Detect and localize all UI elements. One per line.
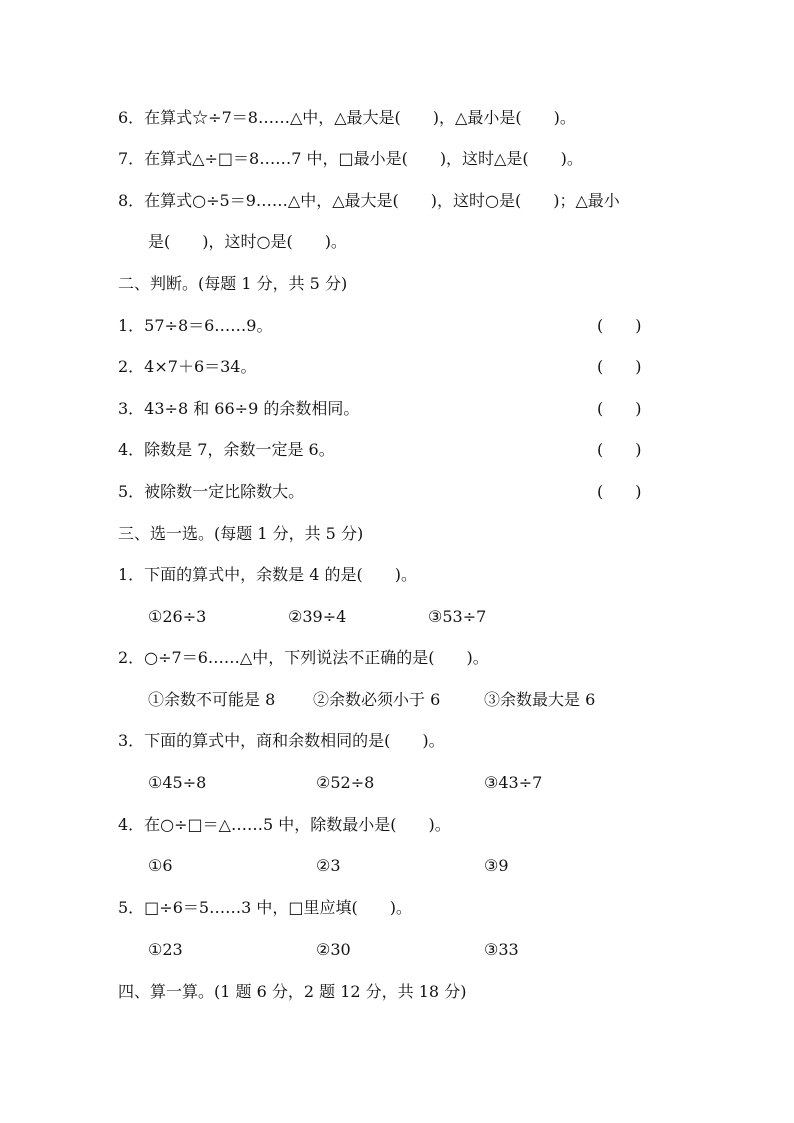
choice-2-option-a[interactable]: ①余数不可能是 8 — [148, 690, 276, 709]
section-2-title: 二、判断。(每题 1 分，共 5 分) — [118, 274, 348, 293]
fill-blank-item-6: 6．在算式☆÷7＝8……△中，△最大是( )，△最小是( )。 — [118, 108, 576, 127]
fill-blank-item-8: 8．在算式○÷5＝9……△中，△最大是( )，这时○是( )；△最小 — [118, 191, 620, 210]
choice-question-3: 3．下面的算式中，商和余数相同的是( )。 — [118, 731, 445, 750]
choice-1-option-c[interactable]: ③53÷7 — [428, 607, 487, 626]
choice-1-option-b[interactable]: ②39÷4 — [288, 607, 347, 626]
judge-answer-5[interactable]: ( ) — [597, 482, 642, 501]
choice-question-4: 4．在○÷□＝△……5 中，除数最小是( )。 — [118, 815, 451, 834]
choice-2-option-c[interactable]: ③余数最大是 6 — [484, 690, 596, 709]
judge-answer-2[interactable]: ( ) — [597, 357, 642, 376]
judge-item-5: 5．被除数一定比除数大。 — [118, 482, 305, 501]
judge-item-3: 3．43÷8 和 66÷9 的余数相同。 — [118, 399, 360, 418]
choice-2-option-b[interactable]: ②余数必须小于 6 — [313, 690, 441, 709]
fill-blank-item-7: 7．在算式△÷□＝8……7 中，□最小是( )，这时△是( )。 — [118, 149, 583, 168]
choice-5-option-b[interactable]: ②30 — [316, 940, 351, 959]
section-4-title: 四、算一算。(1 题 6 分，2 题 12 分，共 18 分) — [118, 982, 467, 1001]
choice-question-5: 5．□÷6＝5……3 中，□里应填( )。 — [118, 898, 412, 917]
choice-3-option-b[interactable]: ②52÷8 — [316, 773, 375, 792]
choice-5-option-a[interactable]: ①23 — [148, 940, 183, 959]
judge-answer-4[interactable]: ( ) — [597, 440, 642, 459]
judge-item-2: 2．4×7＋6＝34。 — [118, 357, 257, 376]
judge-item-4: 4．除数是 7，余数一定是 6。 — [118, 440, 335, 459]
judge-answer-3[interactable]: ( ) — [597, 399, 642, 418]
fill-blank-item-8-cont: 是( )，这时○是( )。 — [148, 232, 347, 251]
choice-1-option-a[interactable]: ①26÷3 — [148, 607, 207, 626]
choice-3-option-a[interactable]: ①45÷8 — [148, 773, 207, 792]
choice-4-option-b[interactable]: ②3 — [316, 856, 341, 875]
choice-3-option-c[interactable]: ③43÷7 — [484, 773, 543, 792]
choice-question-1: 1．下面的算式中，余数是 4 的是( )。 — [118, 565, 418, 584]
choice-4-option-c[interactable]: ③9 — [484, 856, 509, 875]
choice-4-option-a[interactable]: ①6 — [148, 856, 173, 875]
choice-5-option-c[interactable]: ③33 — [484, 940, 519, 959]
choice-question-2: 2．○÷7＝6……△中，下列说法不正确的是( )。 — [118, 648, 489, 667]
section-3-title: 三、选一选。(每题 1 分，共 5 分) — [118, 524, 364, 543]
judge-answer-1[interactable]: ( ) — [597, 316, 642, 335]
judge-item-1: 1．57÷8＝6……9。 — [118, 316, 273, 335]
